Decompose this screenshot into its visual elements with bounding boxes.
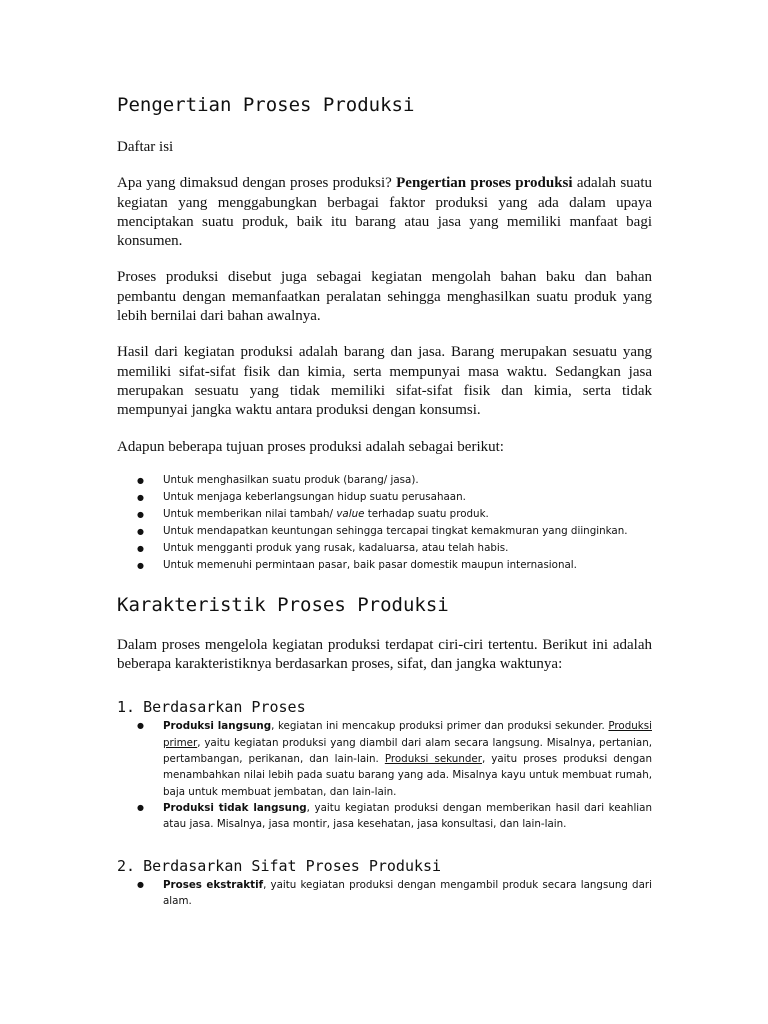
paragraph-definition-bold: Pengertian proses produksi [396,175,573,192]
section-1-title: Berdasarkan Proses [143,698,306,717]
list-item: ● Untuk menghasilkan suatu produk (barang/ jasa). [117,472,652,489]
list-item [117,877,652,910]
list-item: ● Untuk memenuhi permintaan pasar, baik pasar domestik maupun internasional. [117,557,652,574]
section-2-title: Berdasarkan Sifat Proses Produksi [143,856,442,875]
link-produksi-sekunder[interactable]: Produksi sekunder [384,753,482,766]
section-1-list [117,718,652,832]
heading-section-2 [117,855,652,877]
paragraph-process: Proses produksi disebut juga sebagai kegiatan mengolah bahan baku dan bahan pembantu dengan memanfaatkan peralatan sehingga menghasilkan suatu produk yang lebih bernilai dari bahan awalnya. [117,269,652,325]
heading-pengertian: Pengertian Proses Produksi [117,94,415,116]
goal-text-end: terhadap suatu produk. [364,507,489,520]
list-item: ● Untuk menjaga keberlangsungan hidup suatu perusahaan. [117,489,652,506]
list-item: ● Untuk mengganti produk yang rusak, kadaluarsa, atau telah habis. [117,540,652,557]
section-2-list [117,877,652,910]
paragraph-results: Hasil dari kegiatan produksi adalah barang dan jasa. Barang merupakan sesuatu yang memiliki sifat-sifat fisik dan kimia, serta mempunyai masa waktu. Sedangkan jasa merupakan sesuatu yang tidak memiliki sifat-sifat fisik dan kimia, serta tidak mempunyai jangka waktu antara produksi dengan konsumsi. [117,344,652,419]
section-1-number: 1. [117,698,136,717]
paragraph-definition-intro: Apa yang dimaksud dengan proses produksi? [117,175,397,192]
section-2-number: 2. [117,856,136,875]
item-bold-term: Proses ekstraktif [163,878,264,891]
list-item: ● Untuk mendapatkan keuntungan sehingga tercapai tingkat kemakmuran yang diinginkan. [117,523,652,540]
toc-link[interactable]: Daftar isi [117,139,174,155]
paragraph-definition [117,174,652,251]
item-text: , yaitu kegiatan produksi dengan mengambil produk secara langsung dari alam. [163,878,652,907]
item-text: , yaitu kegiatan produksi yang diambil dari alam secara langsung. Misalnya, pertanian, pertambangan, perikanan, dan lain-lain. [163,736,652,766]
paragraph-definition-rest: adalah suatu kegiatan yang menggabungkan berbagai faktor produksi yang ada dalam upaya menciptakan suatu produk, baik itu barang atau jasa yang memiliki manfaat bagi konsumen. [117,175,653,250]
paragraph-goals-intro: Adapun beberapa tujuan proses produksi adalah sebagai berikut: [117,438,504,455]
heading-section-1 [117,696,652,718]
item-bold-term: Produksi langsung [163,720,272,733]
list-item [117,506,652,523]
list-item [117,718,652,799]
goal-text-start: Untuk memberikan nilai tambah/ [163,507,337,520]
item-text: , kegiatan ini mencakup produksi primer dan produksi sekunder. [271,720,609,733]
goal-text-italic: value [336,507,365,520]
item-text: , yaitu proses produksi dengan menambahkan nilai lebih pada suatu barang yang ada. Misalnya kayu untuk membuat rumah, baja untuk membuat jembatan, dan lain-lain. [163,753,652,798]
paragraph-characteristics: Dalam proses mengelola kegiatan produksi terdapat ciri-ciri tertentu. Berikut ini adalah beberapa karakteristiknya berdasarkan proses, sifat, dan jangka waktunya: [117,636,652,673]
item-bold-term: Produksi tidak langsung [163,801,307,814]
link-produksi-primer[interactable]: Produksi primer [163,720,652,749]
item-text: , yaitu kegiatan produksi dengan memberikan hasil dari keahlian atau jasa. Misalnya, jasa montir, jasa kesehatan, jasa konsultasi, dan lain-lain. [163,801,652,831]
heading-karakteristik: Karakteristik Proses Produksi [117,593,449,616]
goals-list [117,472,652,574]
list-item [117,800,652,833]
document-page [117,80,652,909]
